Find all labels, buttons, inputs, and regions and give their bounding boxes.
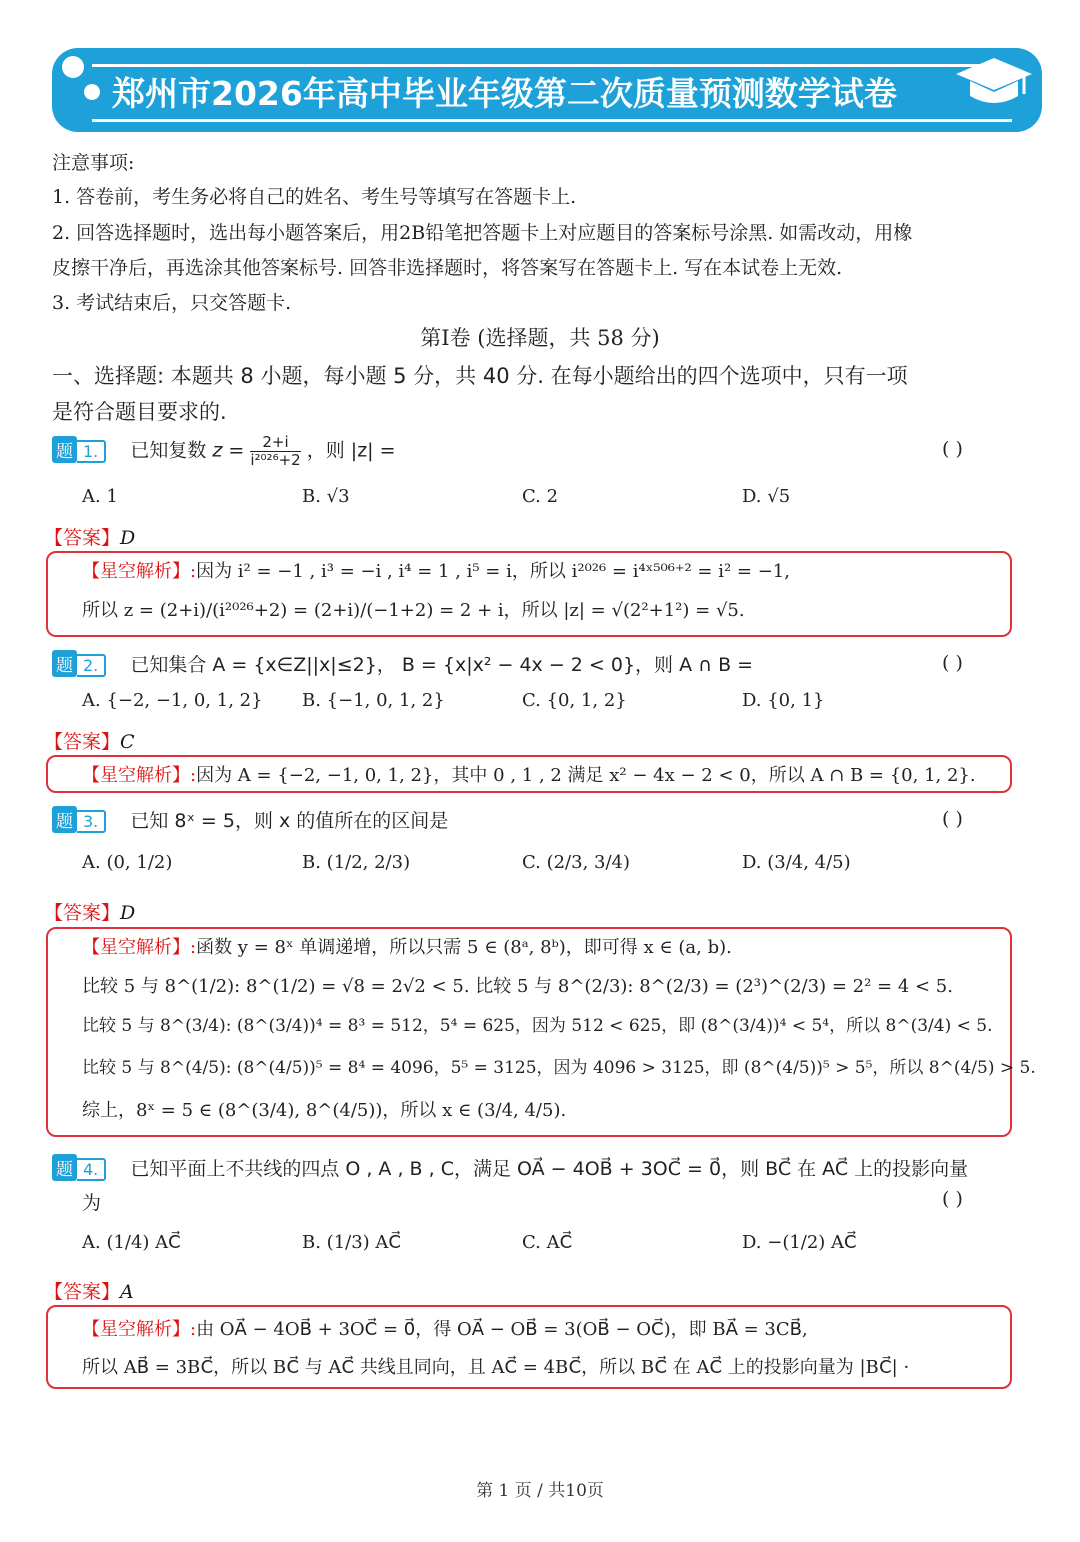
solution-text: 由 OA⃗ − 4OB⃗ + 3OC⃗ = 0⃗，得 OA⃗ − OB⃗ = 3(OB⃗ − OC⃗)，即 BA⃗ = 3CB⃗, xyxy=(196,1319,808,1340)
solution-line xyxy=(82,761,976,787)
answer-parenthesis: ( ) xyxy=(942,808,963,830)
question-stem: 已知复数 xyxy=(130,439,207,462)
question-stem: 已知集合 A = {x∈Z||x|≤2}， B = {x|x² − 4x − 2 < 0}，则 A ∩ B = xyxy=(130,654,754,676)
solution-line: 比较 5 与 8^(4/5): (8^(4/5))⁵ = 8⁴ = 4096，5⁵ = 3125，因为 4096 > 3125，即 (8^(4/5))⁵ > 5⁵，所以 8^(4/5) > 5. xyxy=(82,1058,1036,1078)
analysis-label: 【星空解析】: xyxy=(82,1319,197,1340)
banner-dot xyxy=(62,56,84,78)
question-number: 4. xyxy=(77,1158,106,1181)
option-c: C. AC⃗ xyxy=(522,1232,573,1253)
question-stem: 已知平面上不共线的四点 O , A , B , C，满足 OA⃗ − 4OB⃗ + 3OC⃗ = 0⃗，则 BC⃗ 在 AC⃗ 上的投影向量 xyxy=(130,1158,969,1180)
graduation-cap-icon xyxy=(954,54,1034,110)
option-c: C. {0, 1, 2} xyxy=(522,690,627,711)
solution-line: 所以 AB⃗ = 3BC⃗，所以 BC⃗ 与 AC⃗ 共线且同向，且 AC⃗ = 4BC⃗，所以 BC⃗ 在 AC⃗ 上的投影向量为 |BC⃗| · xyxy=(82,1357,910,1378)
answer-line xyxy=(44,898,135,925)
question-number: 3. xyxy=(77,810,106,833)
banner-rule-top xyxy=(92,64,982,67)
notice-item: 1. 答卷前，考生务必将自己的姓名、考生号等填写在答题卡上. xyxy=(52,186,577,208)
solution-line xyxy=(82,1315,808,1341)
solution-line xyxy=(82,557,790,583)
option-a: A. (0, 1/2) xyxy=(82,852,173,873)
answer-line xyxy=(44,523,135,550)
answer-parenthesis: ( ) xyxy=(942,652,963,674)
question-4 xyxy=(52,1154,968,1181)
answer-value: D xyxy=(120,527,136,549)
answer-value: D xyxy=(120,902,136,924)
solution-text: 函数 y = 8ˣ 单调递增，所以只需 5 ∈ (8ᵃ, 8ᵇ)，即可得 x ∈ (a, b). xyxy=(196,937,732,958)
notice-item: 3. 考试结束后，只交答题卡. xyxy=(52,292,292,314)
notice-item: 2. 回答选择题时，选出每小题答案后，用2B铅笔把答题卡上对应题目的答案标号涂黑. 如需改动，用橡 xyxy=(52,222,913,244)
answer-label: 【答案】 xyxy=(44,902,121,924)
section-heading: 一、选择题: 本题共 8 小题，每小题 5 分，共 40 分. 在每小题给出的四个选项中，只有一项 xyxy=(52,364,908,388)
option-c: C. (2/3, 3/4) xyxy=(522,852,630,873)
banner-dot xyxy=(84,84,100,100)
section-heading-cont: 是符合题目要求的. xyxy=(52,400,227,424)
question-number: 2. xyxy=(77,654,106,677)
answer-parenthesis: ( ) xyxy=(942,1188,963,1210)
option-d: D. (3/4, 4/5) xyxy=(742,852,851,873)
answer-line xyxy=(44,1277,134,1304)
answer-parenthesis: ( ) xyxy=(942,438,963,460)
answer-line xyxy=(44,727,135,754)
option-c: C. 2 xyxy=(522,486,559,507)
option-b: B. (1/3) AC⃗ xyxy=(302,1232,401,1253)
option-d: D. {0, 1} xyxy=(742,690,825,711)
page-title: 郑州市2026年高中毕业年级第二次质量预测数学试卷 xyxy=(112,74,897,113)
answer-label: 【答案】 xyxy=(44,731,121,753)
fraction xyxy=(250,434,300,468)
question-stem: ，则 |z| = xyxy=(306,439,396,462)
question-number: 1. xyxy=(77,440,106,463)
option-d: D. √5 xyxy=(742,486,791,507)
question-tag: 题 xyxy=(52,650,77,677)
answer-value: A xyxy=(120,1281,134,1303)
solution-text: 因为 i² = −1 , i³ = −i , i⁴ = 1 , i⁵ = i，所以 i²⁰²⁶ = i⁴ˣ⁵⁰⁶⁺² = i² = −1, xyxy=(196,561,790,582)
option-b: B. (1/2, 2/3) xyxy=(302,852,411,873)
analysis-label: 【星空解析】: xyxy=(82,937,197,958)
option-a: A. (1/4) AC⃗ xyxy=(82,1232,181,1253)
question-tag: 题 xyxy=(52,1154,77,1181)
solution-line: 所以 z = (2+i)/(i²⁰²⁶+2) = (2+i)/(−1+2) = 2 + i，所以 |z| = √(2²+1²) = √5. xyxy=(82,600,745,621)
notice-heading: 注意事项: xyxy=(52,152,135,174)
question-2 xyxy=(52,650,753,677)
option-a: A. {−2, −1, 0, 1, 2} xyxy=(82,690,263,711)
part-heading: 第I卷 (选择题，共 58 分) xyxy=(420,326,660,350)
solution-line xyxy=(82,933,732,959)
question-stem-cont: 为 xyxy=(82,1192,102,1214)
answer-label: 【答案】 xyxy=(44,1281,121,1303)
fraction-numerator: 2+i xyxy=(250,434,300,452)
analysis-label: 【星空解析】: xyxy=(82,765,197,786)
question-tag: 题 xyxy=(52,436,77,463)
analysis-label: 【星空解析】: xyxy=(82,561,197,582)
option-b: B. {−1, 0, 1, 2} xyxy=(302,690,445,711)
solution-line: 比较 5 与 8^(3/4): (8^(3/4))⁴ = 8³ = 512，5⁴ = 625，因为 512 < 625，即 (8^(3/4))⁴ < 5⁴，所以 8^(3/4) < 5. xyxy=(82,1016,993,1036)
title-banner xyxy=(52,48,1042,132)
solution-text: 因为 A = {−2, −1, 0, 1, 2}，其中 0 , 1 , 2 满足 x² − 4x − 2 < 0，所以 A ∩ B = {0, 1, 2}. xyxy=(196,765,976,786)
answer-value: C xyxy=(120,731,135,753)
fraction-denominator: i²⁰²⁶+2 xyxy=(250,450,301,469)
question-tag: 题 xyxy=(52,806,77,833)
solution-line: 综上，8ˣ = 5 ∈ (8^(3/4), 8^(4/5))，所以 x ∈ (3/4, 4/5). xyxy=(82,1100,567,1121)
option-b: B. √3 xyxy=(302,486,350,507)
question-3 xyxy=(52,806,448,833)
question-stem: z = xyxy=(212,439,245,462)
solution-line: 比较 5 与 8^(1/2): 8^(1/2) = √8 = 2√2 < 5. 比较 5 与 8^(2/3): 8^(2/3) = (2³)^(2/3) = 2² = 4 < 5. xyxy=(82,976,953,997)
answer-label: 【答案】 xyxy=(44,527,121,549)
option-a: A. 1 xyxy=(82,486,118,507)
banner-rule-bottom xyxy=(92,119,1012,122)
question-stem: 已知 8ˣ = 5，则 x 的值所在的区间是 xyxy=(130,810,449,832)
page-number: 第 1 页 / 共10页 xyxy=(476,1481,604,1501)
question-1 xyxy=(52,434,396,468)
notice-item: 皮擦干净后，再选涂其他答案标号. 回答非选择题时，将答案写在答题卡上. 写在本试卷上无效. xyxy=(52,257,843,279)
option-d: D. −(1/2) AC⃗ xyxy=(742,1232,857,1253)
